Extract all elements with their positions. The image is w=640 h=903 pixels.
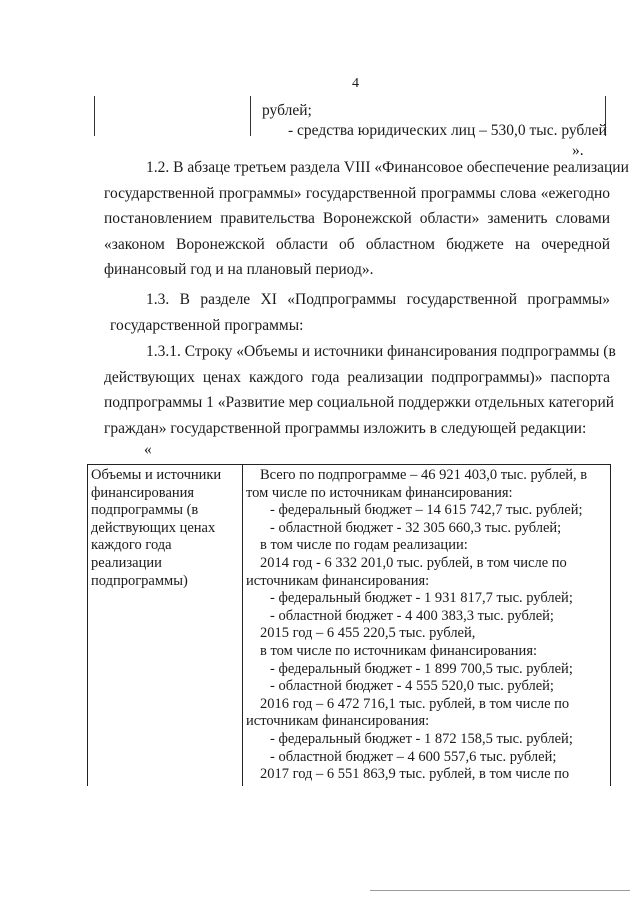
- label-line: финансирования: [91, 484, 195, 501]
- top-block-line-1: рублей;: [262, 102, 312, 119]
- page-number: 4: [352, 76, 359, 91]
- paragraph-1-3: [104, 287, 610, 338]
- paragraph-line: граждан» государственной программы изложить в следующей редакции:: [104, 419, 587, 437]
- paragraph-line: государственной программы» государственной программы слова «ежегодно: [104, 184, 610, 202]
- financing-line: в том числе по источникам финансирования:: [260, 642, 538, 659]
- label-line: подпрограммы): [91, 572, 188, 589]
- paragraph-line: финансовый год и на плановый период».: [104, 261, 374, 278]
- table-cell-label: [88, 465, 243, 786]
- financing-line: том числе по источникам финансирования:: [246, 484, 513, 501]
- financing-line: - областной бюджет - 4 555 520,0 тыс. рублей;: [270, 678, 554, 695]
- financing-line: Всего по подпрограмме – 46 921 403,0 тыс. рублей, в: [260, 467, 588, 483]
- financing-line: 2014 год - 6 332 201,0 тыс. рублей, в том числе по: [260, 554, 567, 571]
- financing-line: - федеральный бюджет – 14 615 742,7 тыс. рублей;: [270, 502, 583, 519]
- label-line: реализации: [91, 554, 162, 571]
- financing-line: - федеральный бюджет - 1 931 817,7 тыс. рублей;: [270, 590, 573, 607]
- label-line: Объемы и источники: [91, 467, 222, 483]
- financing-line: - областной бюджет - 4 400 383,3 тыс. рублей;: [270, 607, 554, 624]
- label-line: подпрограммы (в: [91, 502, 199, 519]
- paragraph-line: постановлением правительства Воронежской области» заменить словами: [104, 210, 610, 227]
- opening-quote: «: [144, 441, 152, 458]
- paragraph-line: государственной программы:: [110, 316, 304, 334]
- financing-line: - федеральный бюджет - 1 899 700,5 тыс. рублей;: [270, 660, 573, 677]
- financing-line: источникам финансирования:: [246, 572, 430, 589]
- paragraph-line: подпрограммы 1 «Развитие мер социальной поддержки отдельных категорий: [104, 394, 615, 411]
- table-cell-values: [243, 465, 611, 786]
- label-line: каждого года: [91, 537, 172, 554]
- financing-line: - областной бюджет – 4 600 557,6 тыс. рублей;: [270, 748, 557, 765]
- paragraph-1-2: [104, 155, 629, 283]
- paragraph-line: 1.2. В абзаце третьем раздела VIII «Финансовое обеспечение реализации: [146, 159, 629, 176]
- financing-line: 2015 год – 6 455 220,5 тыс. рублей,: [260, 625, 476, 642]
- financing-line: источникам финансирования:: [246, 713, 430, 730]
- table-border-left: [94, 96, 95, 136]
- paragraph-line: 1.3. В разделе XI «Подпрограммы государственной программы»: [146, 291, 610, 308]
- paragraph-line: «законом Воронежской области об областном бюджете на очередной: [104, 235, 610, 253]
- financing-line: 2017 год – 6 551 863,9 тыс. рублей, в том числе по: [260, 766, 570, 783]
- top-block-line-3: ».: [572, 142, 584, 159]
- page-bottom-rule: [370, 890, 630, 891]
- label-line: действующих ценах: [91, 519, 216, 536]
- financing-line: - областной бюджет - 32 305 660,3 тыс. рублей;: [270, 519, 562, 536]
- financing-table: [87, 464, 611, 786]
- financing-line: в том числе по годам реализации:: [260, 537, 468, 554]
- top-block-line-2: - средства юридических лиц – 530,0 тыс. рублей: [288, 122, 607, 139]
- table-border-middle: [250, 96, 251, 136]
- financing-line: 2016 год – 6 472 716,1 тыс. рублей, в том числе по: [260, 695, 570, 712]
- paragraph-1-3-1: [104, 339, 616, 441]
- table-row: [88, 465, 611, 786]
- paragraph-line: действующих ценах каждого года реализации подпрограммы)» паспорта: [104, 368, 610, 386]
- previous-table-continuation: [94, 96, 607, 159]
- financing-line: - федеральный бюджет - 1 872 158,5 тыс. рублей;: [270, 730, 573, 747]
- paragraph-line: 1.3.1. Строку «Объемы и источники финансирования подпрограммы (в: [146, 343, 616, 360]
